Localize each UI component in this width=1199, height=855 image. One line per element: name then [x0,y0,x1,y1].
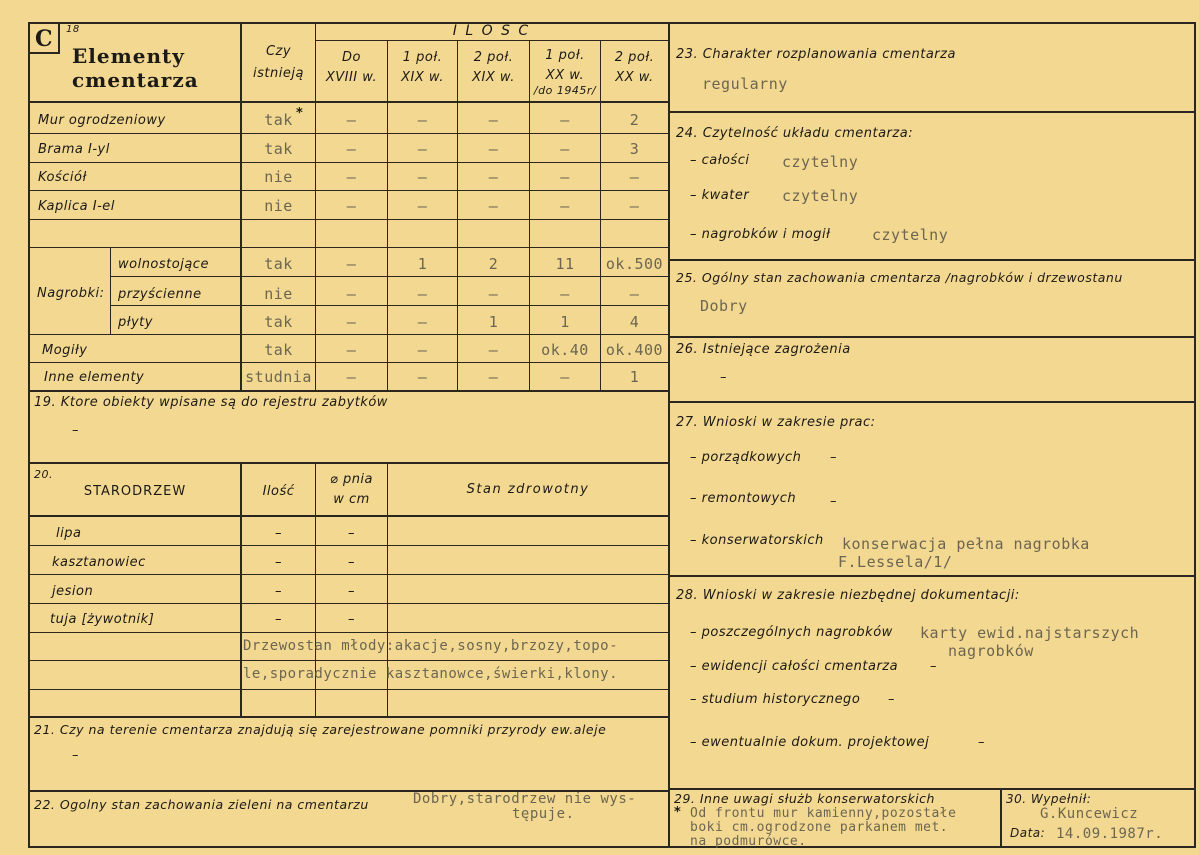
element-row-1-val-1: – [417,140,428,158]
s19-label: 19. Ktore obiekty wpisane są do rejestru zabytków [34,395,388,410]
s20-col-pnia-2: w cm [333,492,370,507]
col-ilosc: I L O S C [452,23,531,39]
inne-row-czy: studnia [245,368,312,386]
inne-row-label: Inne elementy [44,370,145,385]
s28-ewid: – ewidencji całości cmentarza [690,659,899,674]
s20-col-stan: Stan zdrowotny [466,482,590,497]
s29-value-3: na podmurówce. [690,834,807,849]
nagrobki-row-1-val-4: – [629,285,640,303]
element-row-3-val-3: – [560,197,570,215]
s25-label: 25. Ogólny stan zachowania cmentarza /nagrobków i drzewostanu [676,270,1123,285]
tree-ilosc-1: – [275,555,282,570]
tree-label-0: lipa [56,526,82,541]
s25-value: Dobry [700,297,748,315]
s23-value: regularny [702,75,788,93]
nagrobki-row-1-val-0: – [346,285,357,303]
col-h4-a: 2 poł. [614,50,655,65]
title-line-1: Elementy [72,44,185,68]
tree-pnia-3: – [348,612,355,627]
s22-label: 22. Ogolny stan zachowania zieleni na cmentarzu [34,797,369,812]
nagrobki-label: Nagrobki: [37,286,105,301]
col-czy-1: Czy [265,44,292,59]
nagrobki-row-0-czy: tak [264,255,293,273]
s24-label: 24. Czytelność układu cmentarza: [676,126,914,141]
mogily-row-val-2: – [488,341,499,359]
s28-poszcz-value-1: karty ewid.najstarszych [920,624,1140,642]
element-row-2-label: Kościół [38,170,87,185]
nagrobki-row-2-val-4: 4 [629,313,640,331]
tree-ilosc-0: – [275,526,282,541]
s27-rem: – remontowych [690,491,797,506]
element-row-3-czy: nie [264,197,293,215]
col-h4-b: XX w. [615,70,654,85]
element-row-0-czy: tak [264,111,293,129]
s26-label: 26. Istniejące zagrożenia [676,342,851,357]
col-h1-a: 1 poł. [402,50,443,65]
s19-value: – [72,423,79,438]
s30-name: G.Kuncewicz [1040,806,1139,822]
nagrobki-row-1-label: przyścienne [118,287,202,302]
inne-row-val-0: – [346,368,357,386]
card-code: C [35,26,54,52]
s28-studium-value: – [888,692,895,707]
col-h0-a: Do [342,50,361,65]
element-row-1-label: Brama I-yl [38,142,110,157]
element-row-1-val-4: 3 [629,140,640,158]
element-row-2-val-3: – [560,168,570,186]
tree-label-2: jesion [52,584,94,599]
s23-label: 23. Charakter rozplanowania cmentarza [676,47,956,62]
element-row-1-val-2: – [488,140,499,158]
element-row-0-val-1: – [417,111,428,129]
element-row-0-val-3: – [560,111,570,129]
nagrobki-row-2-val-0: – [346,313,357,331]
s21-value: – [72,748,79,763]
nagrobki-row-0-val-4: ok.500 [605,255,664,273]
element-row-0-val-4: 2 [629,111,640,129]
tree-ilosc-3: – [275,612,282,627]
mogily-row-czy: tak [264,341,293,359]
mogily-row-val-0: – [346,341,357,359]
s27-rem-value: – [830,494,837,509]
nagrobki-row-2-val-3: 1 [560,313,570,331]
element-row-2-val-4: – [629,168,640,186]
nagrobki-row-1-val-3: – [560,285,570,303]
s20-num: 20. [34,468,53,481]
s27-label: 27. Wnioski w zakresie prac: [676,415,876,430]
element-row-2-val-1: – [417,168,428,186]
mogily-row-val-3: ok.40 [541,341,589,359]
element-row-2-czy: nie [264,168,293,186]
s27-kons-value-1: konserwacja pełna nagrobka [842,535,1090,553]
s24-kwater: – kwater [690,188,750,203]
col-h3-a: 1 poł. [545,48,585,63]
element-row-1-val-3: – [560,140,570,158]
element-row-0-val-0: – [346,111,357,129]
inne-row-val-1: – [417,368,428,386]
nagrobki-row-0-val-0: – [346,255,357,273]
element-row-1-czy: tak [264,140,293,158]
s29-label: 29. Inne uwagi służb konserwatorskich [674,791,935,806]
col-h2-b: XIX w. [472,70,515,85]
nagrobki-row-1-czy: nie [264,285,293,303]
mogily-row-val-4: ok.400 [605,341,664,359]
s28-studium: – studium historycznego [690,692,861,707]
s28-ewent: – ewentualnie dokum. projektowej [690,735,930,750]
tree-ilosc-2: – [275,584,282,599]
col-h3-b: XX w. [545,68,585,83]
s22-value-2: tępuje. [512,806,575,822]
col-h3-c: /do 1945r/ [533,84,597,97]
s24-nagrobkow: – nagrobków i mogił [690,227,831,242]
s20-col-pnia-1: ⌀ pnia [329,472,374,487]
s27-kons: – konserwatorskich [690,533,824,548]
element-row-0-label: Mur ogrodzeniowy [38,113,166,128]
nagrobki-row-0-val-1: 1 [417,255,428,273]
s29-value-2: boki cm.ogrodzone parkanem met. [690,820,949,835]
s27-porz: – porządkowych [690,450,802,465]
element-row-1-val-0: – [346,140,357,158]
col-czy-2: istnieją [253,66,304,81]
nagrobki-row-0-val-2: 2 [488,255,499,273]
nagrobki-row-1-val-1: – [417,285,428,303]
element-row-0-val-2: – [488,111,499,129]
nagrobki-row-0-label: wolnostojące [118,257,209,272]
nagrobki-row-2-val-1: – [417,313,428,331]
tree-label-1: kasztanowiec [52,555,146,570]
element-row-3-val-0: – [346,197,357,215]
s30-label: 30. Wypełnił: [1006,792,1092,806]
nagrobki-row-2-val-2: 1 [488,313,499,331]
s24-kwater-value: czytelny [782,187,859,205]
mogily-row-label: Mogiły [42,343,88,358]
tree-pnia-0: – [348,526,355,541]
card-code-sup: 18 [66,24,80,35]
s20-note-1: Drzewostan młody:akacje,sosny,brzozy,topo- [243,638,619,654]
s22-value-1: Dobry,starodrzew nie wys- [413,791,637,807]
s20-title: STARODRZEW [83,484,187,499]
s30-date: 14.09.1987r. [1056,826,1164,842]
element-row-3-val-4: – [629,197,640,215]
inne-row-val-3: – [560,368,570,386]
s28-ewent-value: – [978,735,985,750]
s24-calosci-value: czytelny [782,153,859,171]
s28-poszcz: – poszczególnych nagrobków [690,625,893,640]
mogily-row-val-1: – [417,341,428,359]
s29-star: * [674,805,682,820]
s28-ewid-value: – [930,659,937,674]
nagrobki-row-2-label: płyty [118,315,153,330]
col-h0-b: XVIII w. [325,70,378,85]
element-row-2-val-0: – [346,168,357,186]
element-row-3-val-2: – [488,197,499,215]
element-row-3-val-1: – [417,197,428,215]
s21-label: 21. Czy na terenie cmentarza znajdują się zarejestrowane pomniki przyrody ew.aleje [34,722,607,737]
s24-nagrobkow-value: czytelny [872,226,949,244]
s27-kons-value-2: F.Lessela/1/ [838,553,953,571]
tree-label-3: tuja [żywotnik] [50,612,155,627]
s30-data-label: Data: [1010,826,1046,840]
s27-porz-value: – [830,450,837,465]
s29-value-1: Od frontu mur kamienny,pozostałe [690,806,957,821]
nagrobki-row-2-czy: tak [264,313,293,331]
s20-note-2: le,sporadycznie kasztanowce,świerki,klony. [243,666,619,682]
s28-poszcz-value-2: nagrobków [948,642,1034,660]
col-h1-b: XIX w. [401,70,444,85]
inne-row-val-2: – [488,368,499,386]
inne-row-val-4: 1 [629,368,640,386]
tree-pnia-1: – [348,555,355,570]
s28-label: 28. Wnioski w zakresie niezbędnej dokumentacji: [676,588,1020,603]
s26-value: – [720,370,727,385]
nagrobki-row-0-val-3: 11 [555,255,575,273]
element-row-2-val-2: – [488,168,499,186]
s24-calosci: – całości [690,153,750,168]
element-row-0-mark: * [296,106,304,121]
element-row-3-label: Kaplica I-el [38,199,115,214]
tree-pnia-2: – [348,584,355,599]
title-line-2: cmentarza [72,68,199,92]
nagrobki-row-1-val-2: – [488,285,499,303]
col-h2-a: 2 poł. [473,50,514,65]
s20-col-ilosc: Ilość [262,484,295,499]
